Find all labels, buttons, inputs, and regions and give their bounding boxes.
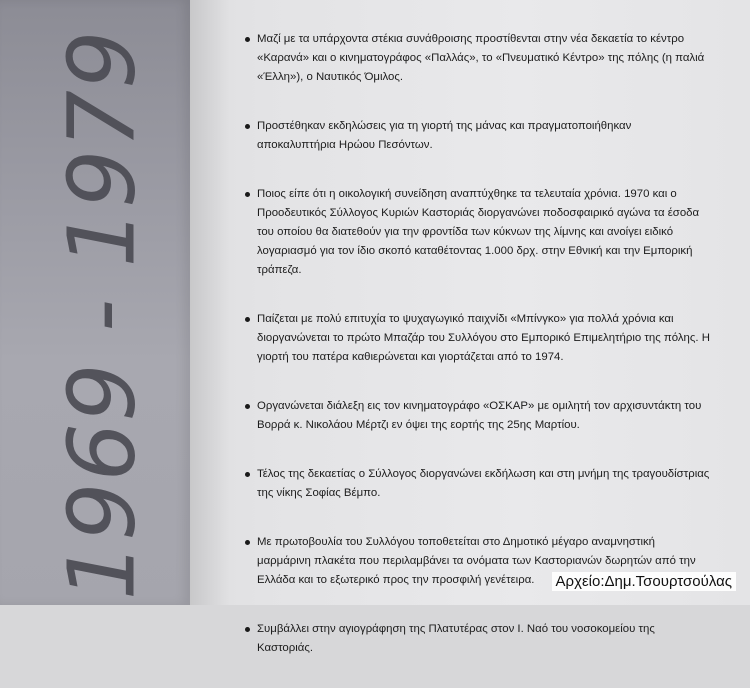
bullet-item: Τέλος της δεκαετίας ο Σύλλογος διοργανώνει εκδήλωση και στη μνήμη της τραγουδίστριας της νίκης Σοφίας Βέμπο.: [243, 465, 711, 503]
bullet-item: Ποιος είπε ότι η οικολογική συνείδηση αναπτύχθηκε τα τελευταία χρόνια. 1970 και ο Προοδευτικός Σύλλογος Κυριών Καστοριάς διοργανώνει ποδοσφαιρικό αγώνα τα έσοδα του οποίου θα διατεθούν για την φροντίδα των κύκνων της λίμνης και ανοίγει ειδικό λογαριασμό για τον ίδιο σκοπό καταθέτοντας 1.000 δρχ. στην Εθνική και την Εμπορική τράπεζα.: [243, 185, 711, 280]
bullet-item: Παίζεται με πολύ επιτυχία το ψυχαγωγικό παιχνίδι «Μπίνγκο» για πολλά χρόνια και διοργανώνεται το πρώτο Μπαζάρ του Συλλόγου στο Εμπορικό Επιμελητήριο της πόλης. Η γιορτή του πατέρα καθιερώνεται και γιορτάζεται από το 1974.: [243, 310, 711, 367]
bullet-item: Μαζί με τα υπάρχοντα στέκια συνάθροισης προστίθενται στην νέα δεκαετία το κέντρο «Καρανά» και ο κινηματογράφος «Παλλάς», το «Πνευματικό Κέντρο» της πόλης (η παλιά «Έλλη»), ο Ναυτικός Όμιλος.: [243, 30, 711, 87]
bullet-item: Προστέθηκαν εκδηλώσεις για τη γιορτή της μάνας και πραγματοποιήθηκαν αποκαλυπτήρια Ηρώου Πεσόντων.: [243, 117, 711, 155]
bullet-item: Συμβάλλει στην αγιογράφηση της Πλατυτέρας στον Ι. Ναό του νοσοκομείου της Καστοριάς.: [243, 620, 711, 658]
side-band: [0, 0, 190, 605]
archive-credit: Αρχείο:Δημ.Τσουρτσούλας: [552, 572, 736, 591]
band-shadow: [190, 0, 230, 605]
decade-title: 1969 - 1979: [48, 29, 156, 601]
bullet-item: Με πρωτοβουλία του Συλλόγου τοποθετείται στο Δημοτικό μέγαρο αναμνηστική μαρμάρινη πλακέτα που περιλαμβάνει τα ονόματα των Καστοριανών δωρητών από την Ελλάδα και το εξωτερικό προς την προσφιλή γενέτειρα.: [243, 533, 711, 590]
bullet-item: Οργανώνεται διάλεξη εις τον κινηματογράφο «ΟΣΚΑΡ» με ομιλητή τον αρχισυντάκτη του Βορρά κ. Νικολάου Μέρτζι εν όψει της εορτής της 25ης Μαρτίου.: [243, 397, 711, 435]
